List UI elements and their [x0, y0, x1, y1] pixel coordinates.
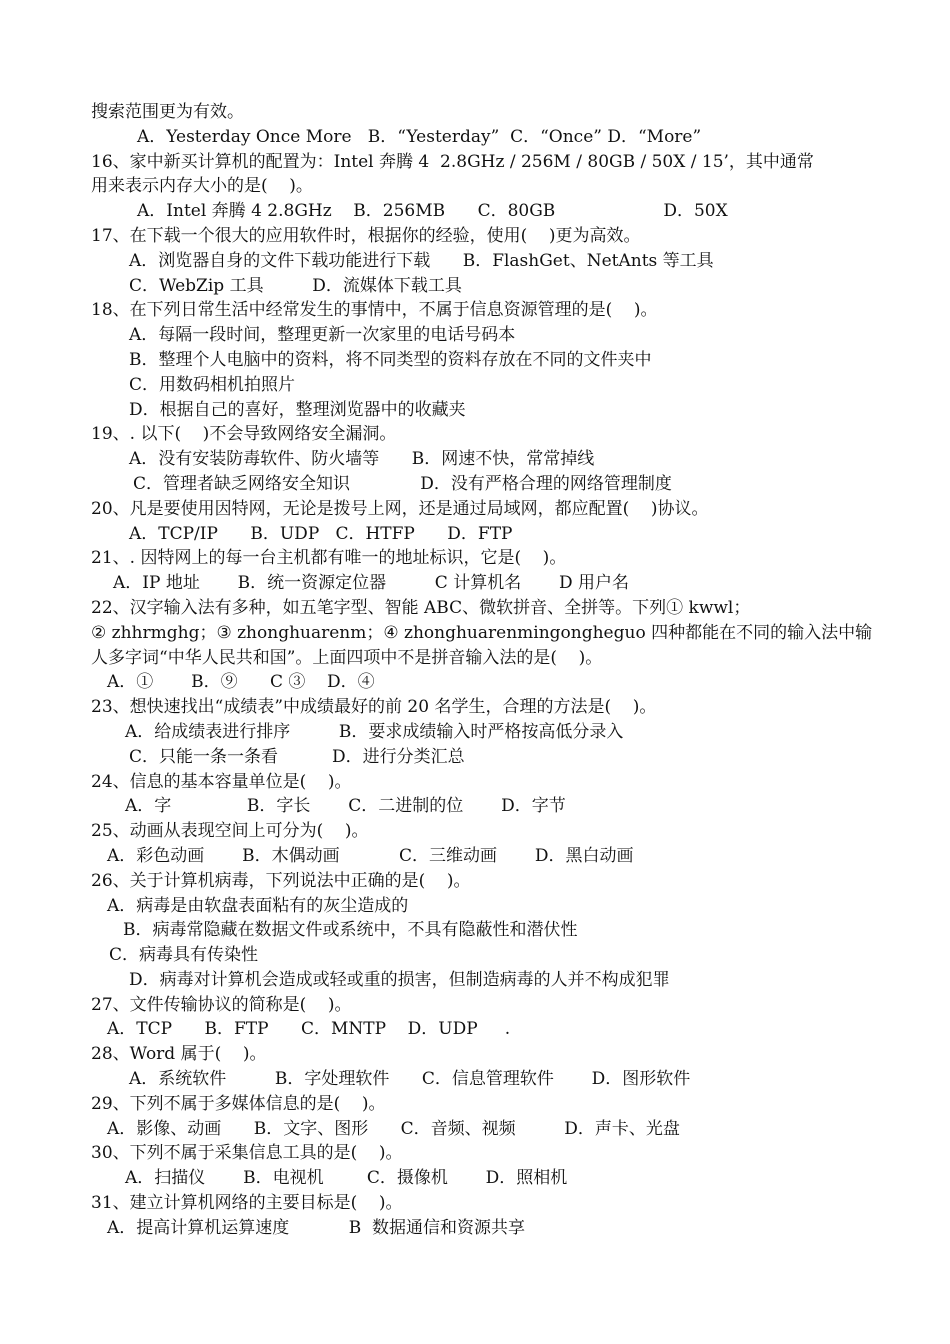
text-line: A．病毒是由软盘表面粘有的灰尘造成的: [107, 895, 409, 916]
text-line: A．提高计算机运算速度 B 数据通信和资源共享: [107, 1217, 526, 1238]
text-line: 19、. 以下( )不会导致网络安全漏洞。: [91, 424, 397, 445]
text-line: 28、Word 属于( )。: [91, 1044, 267, 1065]
text-line: A．① B．⑨ C ③ D．④: [107, 672, 375, 693]
text-line: 人多字词“中华人民共和国”。上面四项中不是拼音输入法的是( )。: [91, 647, 603, 668]
text-line: 17、在下载一个很大的应用软件时，根据你的经验，使用( )更为高效。: [91, 225, 641, 246]
text-line: A．每隔一段时间，整理更新一次家里的电话号码本: [129, 325, 516, 346]
text-line: C．WebZip 工具 D．流媒体下载工具: [129, 275, 462, 296]
text-line: A．IP 地址 B．统一资源定位器 C 计算机名 D 用户名: [113, 573, 630, 594]
text-line: 18、在下列日常生活中经常发生的事情中，不属于信息资源管理的是( )。: [91, 300, 658, 321]
text-line: 26、关于计算机病毒，下列说法中正确的是( )。: [91, 870, 471, 891]
text-line: 30、下列不属于采集信息工具的是( )。: [91, 1143, 403, 1164]
text-line: D．病毒对计算机会造成或轻或重的损害，但制造病毒的人并不构成犯罪: [129, 969, 670, 990]
text-line: 20、凡是要使用因特网，无论是拨号上网，还是通过局域网，都应配置( )协议。: [91, 498, 709, 519]
text-line: 21、. 因特网上的每一台主机都有唯一的地址标识，它是( )。: [91, 548, 567, 569]
text-line: A．没有安装防毒软件、防火墙等 B．网速不快，常常掉线: [129, 449, 595, 470]
text-line: C．用数码相机拍照片: [129, 374, 296, 395]
question-list: [91, 100, 871, 1241]
text-line: C．管理者缺乏网络安全知识 D．没有严格合理的网络管理制度: [133, 473, 672, 494]
text-line: 用来表示内存大小的是( )。: [91, 176, 313, 197]
text-line: 25、动画从表现空间上可分为( )。: [91, 821, 369, 842]
text-line: 24、信息的基本容量单位是( )。: [91, 771, 352, 792]
text-line: A．Intel 奔腾 4 2.8GHz B．256MB C．80GB D．50X: [137, 201, 728, 222]
text-line: 31、建立计算机网络的主要目标是( )。: [91, 1193, 403, 1214]
text-line: 29、下列不属于多媒体信息的是( )。: [91, 1093, 386, 1114]
text-line: A．系统软件 B．字处理软件 C．信息管理软件 D．图形软件: [129, 1069, 691, 1090]
text-line: 23、想快速找出“成绩表”中成绩最好的前 20 名学生，合理的方法是( )。: [91, 697, 657, 718]
text-line: A．扫描仪 B．电视机 C．摄像机 D．照相机: [125, 1168, 568, 1189]
text-line: A．TCP B．FTP C．MNTP D．UDP .: [107, 1019, 511, 1040]
text-line: 搜索范围更为有效。: [91, 102, 244, 122]
text-line: B．整理个人电脑中的资料，将不同类型的资料存放在不同的文件夹中: [129, 349, 652, 370]
text-line: A．影像、动画 B．文字、图形 C．音频、视频 D．声卡、光盘: [107, 1118, 680, 1139]
text-line: A．浏览器自身的文件下载功能进行下载 B．FlashGet、NetAnts 等工具: [129, 250, 714, 271]
text-line: C．只能一条一条看 D．进行分类汇总: [129, 746, 465, 767]
text-line: A．TCP/IP B．UDP C．HTFP D．FTP: [129, 523, 513, 544]
text-line: A．Yesterday Once More B．“Yesterday” C．“Once” D．“More”: [137, 126, 702, 147]
text-line: 27、文件传输协议的简称是( )。: [91, 994, 352, 1015]
text-line: C．病毒具有传染性: [109, 945, 259, 966]
text-line: D．根据自己的喜好，整理浏览器中的收藏夹: [129, 399, 466, 420]
text-line: A．彩色动画 B．木偶动画 C．三维动画 D．黑白动画: [107, 845, 634, 866]
text-line: ② zhhrmghg；③ zhonghuarenm；④ zhonghuarenmingongheguo 四种都能在不同的输入法中输: [91, 622, 873, 643]
text-line: 22、汉字输入法有多种，如五笔字型、智能 ABC、微软拼音、全拼等。下列① kwwl；: [91, 597, 751, 618]
text-line: A．给成绩表进行排序 B．要求成绩输入时严格按高低分录入: [125, 721, 624, 742]
text-line: B．病毒常隐藏在数据文件或系统中，不具有隐蔽性和潜伏性: [123, 920, 578, 941]
text-line: A．字 B．字长 C．二进制的位 D．字节: [125, 796, 566, 817]
text-line: 16、家中新买计算机的配置为：Intel 奔腾 4 2.8GHz / 256M / 80GB / 50X / 15’，其中通常: [91, 151, 814, 172]
